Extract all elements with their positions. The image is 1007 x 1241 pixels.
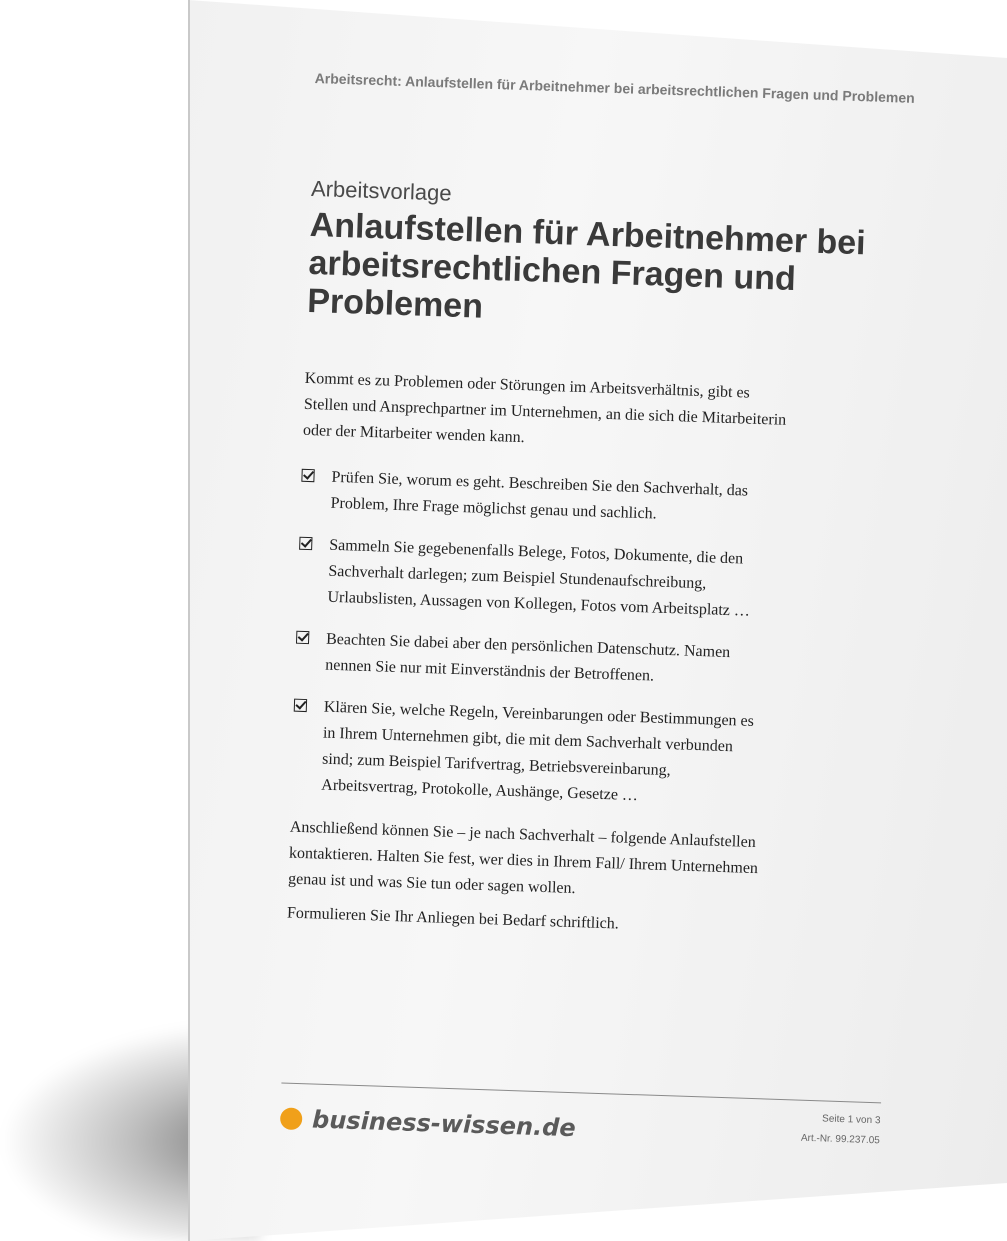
footer-divider: [281, 1082, 881, 1103]
checklist-item: [291, 694, 764, 814]
checklist-item-text: Prüfen Sie, worum es geht. Beschreiben Sie den Sachverhalt, das Problem, Ihre Frage möglichst genau und sachlich.: [330, 468, 749, 523]
brand-name: business-wissen.de: [311, 1105, 577, 1143]
checked-box-icon: [301, 469, 314, 482]
closing-section: [286, 815, 770, 951]
closing-paragraph: Anschließend können Sie – je nach Sachverhalt – folgende Anlaufstellen kontaktieren. Halten Sie fest, wer dies in Ihrem Fall/ Ihrem Unternehmen genau ist und was Sie tun oder sagen wollen.: [287, 818, 759, 898]
running-head: Arbeitsrecht: Anlaufstellen für Arbeitnehmer bei arbeitsrechtlichen Fragen und Problemen: [314, 70, 915, 106]
checked-box-icon: [299, 537, 312, 550]
document-title: Anlaufstellen für Arbeitnehmer bei arbeitsrechtlichen Fragen und Problemen: [306, 205, 867, 326]
brand-logo: [280, 1104, 576, 1142]
page-edge: [188, 0, 190, 1241]
checklist-item: [295, 626, 766, 694]
checked-box-icon: [296, 631, 309, 644]
checklist-item-text: Sammeln Sie gegebenenfalls Belege, Fotos, Dokumente, die den Sachverhalt darlegen; zum Beispiel Stundenaufschreibung, Urlaubslisten, Aussagen von Kollegen, Fotos vom Arbeitsplatz …: [327, 536, 751, 620]
brand-dot-icon: [280, 1107, 303, 1130]
checklist-item-text: Beachten Sie dabei aber den persönlichen Datenschutz. Namen nennen Sie nur mit Einverständnis der Betroffenen.: [324, 630, 731, 685]
article-number: Art.-Nr. 99.237.05: [800, 1132, 880, 1147]
intro-paragraph: Kommt es zu Problemen oder Störungen im Arbeitsverhältnis, gibt es Stellen und Ansprechpartner im Unternehmen, an die sich die Mitarbeiterin oder der Mitarbeiter wenden kann.: [302, 369, 787, 447]
checklist: [290, 464, 771, 829]
closing-paragraph: Formulieren Sie Ihr Anliegen bei Bedarf schriftlich.: [286, 904, 620, 933]
checklist-item: [300, 464, 771, 532]
checklist-item-text: Klären Sie, welche Regeln, Vereinbarungen oder Bestimmungen es in Ihrem Unternehmen gibt, die mit dem Sachverhalt verbunden sind; zum Beispiel Tarifvertrag, Betriebsvereinbarung, Arbeitsvertrag, Protokolle, Aushänge, Gesetze …: [321, 698, 755, 805]
page-content: [279, 70, 915, 1189]
page-number: Seite 1 von 3: [821, 1113, 881, 1127]
checked-box-icon: [294, 699, 307, 712]
document-type-label: Arbeitsvorlage: [310, 175, 453, 206]
checklist-item: [297, 532, 769, 626]
